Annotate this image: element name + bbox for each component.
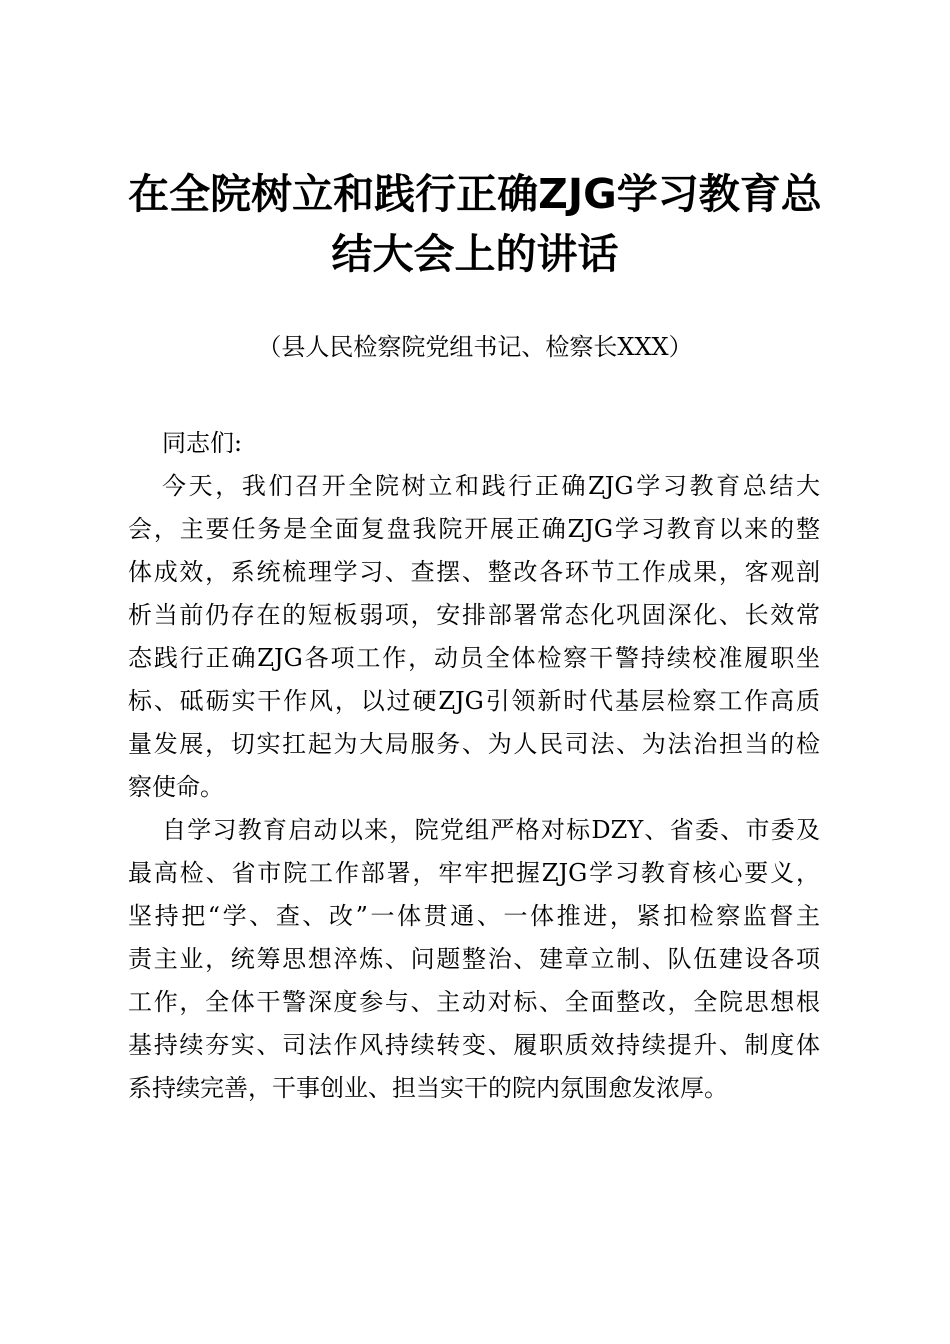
title-line-1: 在全院树立和践行正确ZJG学习教育总 xyxy=(128,170,822,218)
paragraph-line: 察使命。 xyxy=(128,773,224,801)
paragraph-1 xyxy=(128,465,820,809)
paragraph-line: 系持续完善，干事创业、担当实干的院内氛围愈发浓厚。 xyxy=(128,1074,728,1102)
title-line-2: 结大会上的讲话 xyxy=(331,230,619,278)
paragraph-2 xyxy=(128,809,820,1110)
paragraph-line: 自学习教育启动以来，院党组严格对标DZY、省委、市委及 xyxy=(162,816,820,844)
speaker-line: （县人民检察院党组书记、检察长XXX） xyxy=(257,333,693,361)
salutation: 同志们: xyxy=(162,429,243,457)
paragraph-line: 工作，全体干警深度参与、主动对标、全面整改，全院思想根 xyxy=(128,988,820,1016)
paragraph-line: 体成效，系统梳理学习、查摆、整改各环节工作成果，客观剖 xyxy=(128,558,820,586)
paragraph-line: 最高检、省市院工作部署，牢牢把握ZJG学习教育核心要义， xyxy=(128,859,820,887)
paragraph-line: 今天，我们召开全院树立和践行正确ZJG学习教育总结大 xyxy=(162,472,820,500)
paragraph-line: 会，主要任务是全面复盘我院开展正确ZJG学习教育以来的整 xyxy=(128,515,820,543)
paragraph-line: 基持续夯实、司法作风持续转变、履职质效持续提升、制度体 xyxy=(128,1031,820,1059)
paragraph-line: 标、砥砺实干作风，以过硬ZJG引领新时代基层检察工作高质 xyxy=(128,687,820,715)
paragraph-line: 析当前仍存在的短板弱项，安排部署常态化巩固深化、长效常 xyxy=(128,601,820,629)
paragraph-line: 责主业，统筹思想淬炼、问题整治、建章立制、队伍建设各项 xyxy=(128,945,820,973)
document-title xyxy=(100,164,850,284)
paragraph-line: 态践行正确ZJG各项工作，动员全体检察干警持续校准履职坐 xyxy=(128,644,820,672)
speech-body xyxy=(128,422,820,1110)
paragraph-line: 量发展，切实扛起为大局服务、为人民司法、为法治担当的检 xyxy=(128,730,820,758)
paragraph-line: 坚持把“学、查、改”一体贯通、一体推进，紧扣检察监督主 xyxy=(128,902,820,930)
